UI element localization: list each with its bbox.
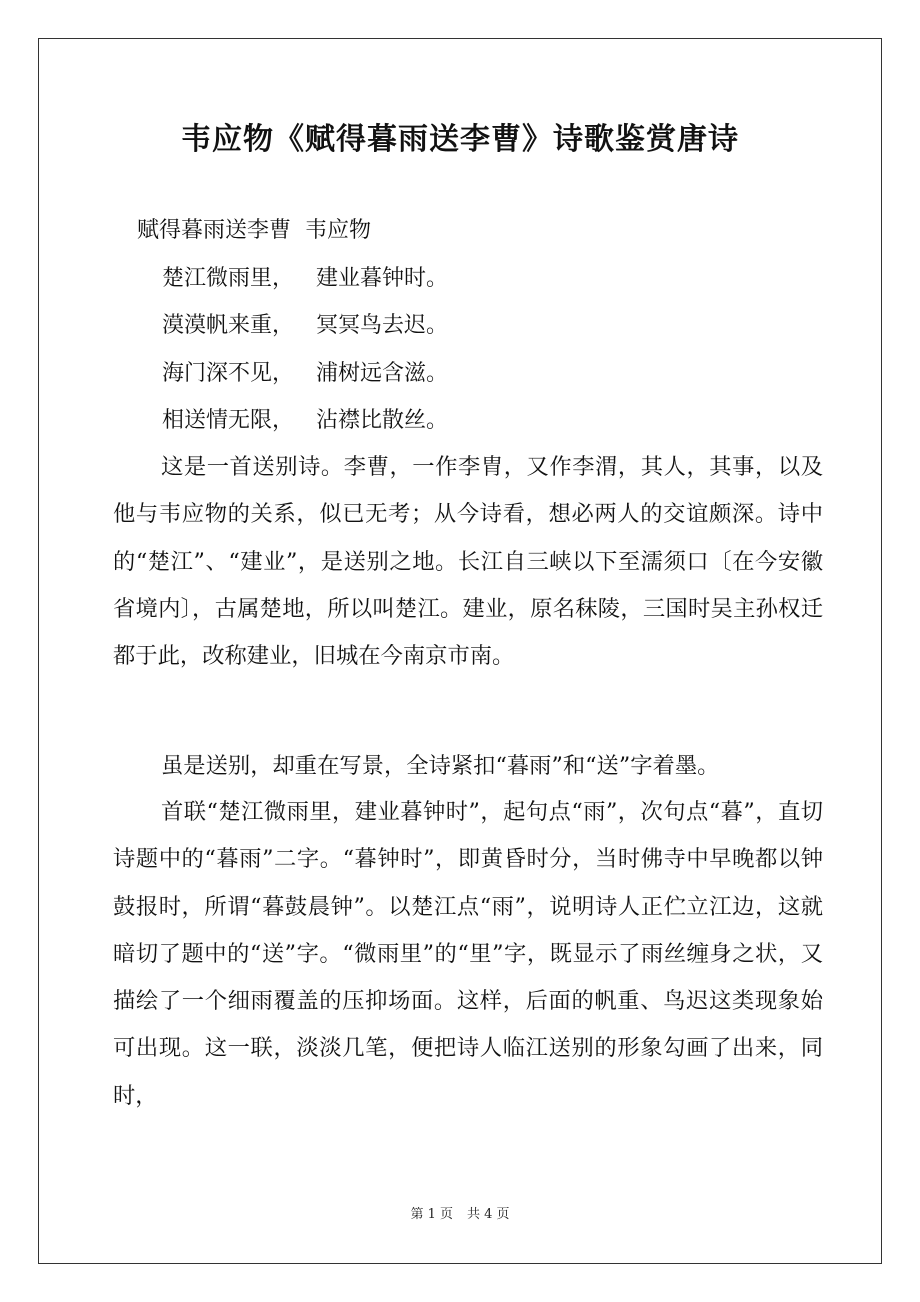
poem-line-second: 冥冥鸟去迟。 [316,313,449,338]
poem-line-second: 浦树远含滋。 [316,361,449,386]
body-paragraph: 虽是送别，却重在写景，全诗紧扣“暮雨”和“送”字着墨。 [161,753,720,779]
poem-line-second: 建业暮钟时。 [316,266,449,291]
poem-line [162,404,448,438]
body-paragraph: 首联“楚江微雨里，建业暮钟时”，起句点“雨”，次句点“暮”，直切诗题中的“暮雨”二字。“暮钟时”，即黄昏时分，当时佛寺中早晚都以钟鼓报时，所谓“暮鼓晨钟”。以楚江点“雨”，说明诗人正伫立江边，这就暗切了题中的“送”字。“微雨里”的“里”字，既显示了雨丝缠身之状，又描绘了一个细雨覆盖的压抑场面。这样，后面的帆重、鸟迟这类现象始可出现。这一联，淡淡几笔，便把诗人临江送别的形象勾画了出来，同时， [113,799,823,1109]
poem-name: 赋得暮雨送李曹 [137,218,292,243]
poem-line-first: 海门深不见， [162,361,295,386]
page-total: 共 4 页 [467,1207,510,1222]
poem-line-second: 沾襟比散丝。 [316,408,449,433]
poem-line [162,262,448,296]
poem-line [162,357,448,391]
poem-author: 韦应物 [305,218,372,243]
poem-line-first: 相送情无限， [162,408,295,433]
poem-line-first: 漠漠帆来重， [162,313,295,338]
poem-line [162,309,448,343]
poem-line-first: 楚江微雨里， [162,266,295,291]
page-number: 第 1 页 [410,1207,453,1222]
poem-heading [137,214,371,248]
document-title: 韦应物《赋得暮雨送李曹》诗歌鉴赏唐诗 [181,122,739,157]
body-paragraph: 这是一首送别诗。李曹，一作李胄，又作李渭，其人，其事，以及他与韦应物的关系，似已无考；从今诗看，想必两人的交谊颇深。诗中的“楚江”、“建业”，是送别之地。长江自三峡以下至濡须口〔在今安徽省境内〕，古属楚地，所以叫楚江。建业，原名秣陵，三国时吴主孙权迁都于此，改称建业，旧城在今南京市南。 [113,454,823,670]
page-footer [38,1203,882,1222]
